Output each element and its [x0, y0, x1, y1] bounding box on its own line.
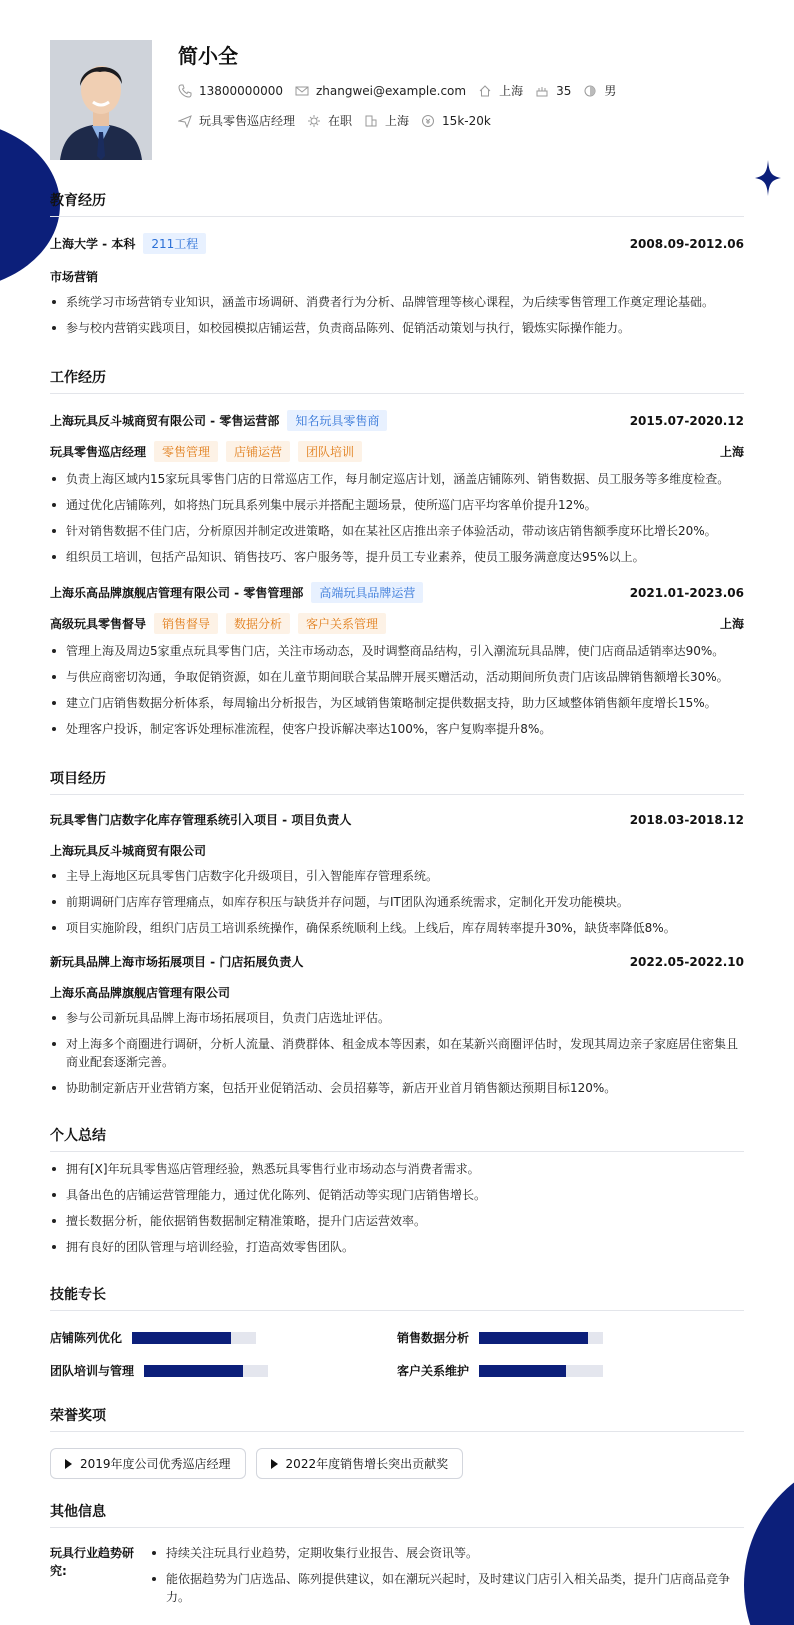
section-title: 项目经历 — [50, 768, 744, 795]
list-item: 系统学习市场营销专业知识，涵盖市场调研、消费者行为分析、品牌管理等核心课程，为后续零售管理工作奠定理论基础。 — [50, 293, 744, 311]
list-item: 能依据趋势为门店选品、陈列提供建议，如在潮玩兴起时，及时建议门店引入相关品类，提升门店商品竞争力。 — [150, 1570, 744, 1606]
avatar — [50, 40, 152, 160]
gender-text: 男 — [604, 84, 617, 98]
salary-text: 15k-20k — [442, 113, 491, 128]
list-item: 项目实施阶段，组织门店员工培训系统操作，确保系统顺利上线。上线后，库存周转率提升30%，缺货率降低8%。 — [50, 919, 744, 937]
company-tag: 知名玩具零售商 — [287, 410, 387, 431]
list-item: 持续关注玩具行业趋势，定期收集行业报告、展会资讯等。 — [150, 1544, 744, 1562]
skill-bar-fill — [479, 1365, 566, 1377]
school-tag: 211工程 — [143, 233, 206, 254]
summary-section — [50, 1125, 744, 1256]
section-title: 其他信息 — [50, 1501, 744, 1528]
project-name: 玩具零售门店数字化库存管理系统引入项目 - 项目负责人 — [50, 813, 352, 827]
section-title: 个人总结 — [50, 1125, 744, 1152]
award-label: 2022年度销售增长突出贡献奖 — [285, 1457, 449, 1471]
other-section — [50, 1501, 744, 1606]
list-item: 参与校内营销实践项目，如校园模拟店铺运营，负责商品陈列、促销活动策划与执行，锻炼实际操作能力。 — [50, 319, 744, 337]
job-date: 2015.07-2020.12 — [629, 413, 744, 428]
phone-icon — [178, 84, 192, 98]
project-entry — [50, 953, 744, 1097]
list-item: 管理上海及周边5家重点玩具零售门店，关注市场动态，及时调整商品结构，引入潮流玩具品牌，使门店商品适销率达90%。 — [50, 642, 744, 660]
list-item: 处理客户投诉，制定客诉处理标准流程，使客户投诉解决率达100%，客户复购率提升8%。 — [50, 720, 744, 738]
list-item: 拥有良好的团队管理与培训经验，打造高效零售团队。 — [50, 1238, 744, 1256]
status-icon — [307, 114, 321, 128]
job-city: 上海 — [719, 445, 744, 459]
skill-tag: 店铺运营 — [226, 441, 290, 462]
list-item: 具备出色的店铺运营管理能力，通过优化陈列、促销活动等实现门店销售增长。 — [50, 1186, 744, 1204]
email-text[interactable]: zhangwei@example.com — [315, 83, 467, 98]
skill-item — [397, 1329, 744, 1346]
project-org: 上海乐高品牌旗舰店管理有限公司 — [50, 986, 231, 1000]
project-date: 2022.05-2022.10 — [629, 954, 744, 969]
play-icon — [65, 1459, 72, 1469]
section-title: 荣誉奖项 — [50, 1405, 744, 1432]
list-item: 对上海多个商圈进行调研，分析人流量、消费群体、租金成本等因素，如在某新兴商圈评估时，发现其周边亲子家庭居住密集且商业配套逐渐完善。 — [50, 1035, 744, 1071]
list-item: 协助制定新店开业营销方案，包括开业促销活动、会员招募等，新店开业首月销售额达预期目标120%。 — [50, 1079, 744, 1097]
skill-tag: 零售管理 — [154, 441, 218, 462]
list-item: 拥有[X]年玩具零售巡店管理经验，熟悉玩具零售行业市场动态与消费者需求。 — [50, 1160, 744, 1178]
list-item: 与供应商密切沟通，争取促销资源，如在儿童节期间联合某品牌开展买赠活动，活动期间所负责门店该品牌销售额增长30%。 — [50, 668, 744, 686]
skill-bar-fill — [132, 1332, 231, 1344]
skill-item — [50, 1362, 397, 1379]
education-section — [50, 190, 744, 337]
skill-name: 店铺陈列优化 — [50, 1331, 123, 1345]
skill-tag: 客户关系管理 — [298, 613, 386, 634]
play-icon — [271, 1459, 278, 1469]
candidate-name: 简小全 — [178, 44, 238, 68]
building-icon — [364, 114, 378, 128]
education-bullets — [50, 293, 744, 337]
job-entry — [50, 410, 744, 566]
position-text: 玩具零售巡店经理 — [199, 114, 296, 128]
list-item: 建立门店销售数据分析体系，每周输出分析报告，为区域销售策略制定提供数据支持，助力区域整体销售额年度增长15%。 — [50, 694, 744, 712]
other-label: 玩具行业趋势研究: — [50, 1546, 135, 1578]
job-date: 2021.01-2023.06 — [629, 585, 744, 600]
phone-text[interactable]: 13800000000 — [199, 83, 283, 98]
skill-bar — [479, 1365, 603, 1377]
section-title: 教育经历 — [50, 190, 744, 217]
send-icon — [178, 114, 192, 128]
city-text: 上海 — [385, 114, 410, 128]
skill-tag: 团队培训 — [298, 441, 362, 462]
list-item: 负责上海区域内15家玩具零售门店的日常巡店工作，每月制定巡店计划，涵盖店铺陈列、销售数据、员工服务等多维度检查。 — [50, 470, 744, 488]
list-item: 前期调研门店库存管理痛点，如库存积压与缺货并存问题，与IT团队沟通系统需求，定制化开发功能模块。 — [50, 893, 744, 911]
skill-bar — [479, 1332, 603, 1344]
company-name: 上海乐高品牌旗舰店管理有限公司 - 零售管理部 — [50, 586, 304, 600]
skill-bar-fill — [479, 1332, 588, 1344]
project-entry — [50, 811, 744, 937]
projects-section — [50, 768, 744, 1097]
job-role: 高级玩具零售督导 — [50, 617, 147, 631]
skill-name: 销售数据分析 — [397, 1331, 470, 1345]
work-section — [50, 367, 744, 738]
school-name: 上海大学 - 本科 — [50, 237, 136, 251]
mail-icon — [295, 84, 309, 98]
job-entry — [50, 582, 744, 738]
salary-icon — [421, 114, 435, 128]
cake-icon — [535, 84, 549, 98]
skill-tag: 销售督导 — [154, 613, 218, 634]
skills-section — [50, 1284, 744, 1379]
awards-section — [50, 1405, 744, 1479]
list-item: 通过优化店铺陈列，如将热门玩具系列集中展示并搭配主题场景，使所巡门店平均客单价提升12%。 — [50, 496, 744, 514]
job-role: 玩具零售巡店经理 — [50, 445, 147, 459]
list-item: 主导上海地区玩具零售门店数字化升级项目，引入智能库存管理系统。 — [50, 867, 744, 885]
project-date: 2018.03-2018.12 — [629, 812, 744, 827]
award-label: 2019年度公司优秀巡店经理 — [80, 1457, 231, 1471]
list-item: 组织员工培训，包括产品知识、销售技巧、客户服务等，提升员工专业素养，使员工服务满意度达95%以上。 — [50, 548, 744, 566]
location-text: 上海 — [499, 84, 524, 98]
company-name: 上海玩具反斗城商贸有限公司 - 零售运营部 — [50, 414, 280, 428]
skill-name: 团队培训与管理 — [50, 1364, 135, 1378]
project-org: 上海玩具反斗城商贸有限公司 — [50, 844, 207, 858]
skill-item — [397, 1362, 744, 1379]
skill-bar — [132, 1332, 256, 1344]
status-text: 在职 — [328, 114, 353, 128]
home-icon — [478, 84, 492, 98]
project-name: 新玩具品牌上海市场拓展项目 - 门店拓展负责人 — [50, 955, 304, 969]
job-city: 上海 — [719, 617, 744, 631]
education-date: 2008.09-2012.06 — [629, 236, 744, 251]
gender-icon — [583, 84, 597, 98]
age-text: 35 — [556, 83, 572, 98]
list-item: 擅长数据分析，能依据销售数据制定精准策略，提升门店运营效率。 — [50, 1212, 744, 1230]
section-title: 工作经历 — [50, 367, 744, 394]
skill-tag: 数据分析 — [226, 613, 290, 634]
skill-bar — [144, 1365, 268, 1377]
list-item: 针对销售数据不佳门店，分析原因并制定改进策略，如在某社区店推出亲子体验活动，带动该店销售额季度环比增长20%。 — [50, 522, 744, 540]
skill-name: 客户关系维护 — [397, 1364, 470, 1378]
award-chip — [50, 1448, 246, 1479]
major-name: 市场营销 — [50, 270, 99, 284]
award-chip — [256, 1448, 464, 1479]
list-item: 参与公司新玩具品牌上海市场拓展项目，负责门店选址评估。 — [50, 1009, 744, 1027]
company-tag: 高端玩具品牌运营 — [311, 582, 423, 603]
section-title: 技能专长 — [50, 1284, 744, 1311]
skill-bar-fill — [144, 1365, 243, 1377]
profile-header — [50, 40, 744, 160]
skill-item — [50, 1329, 397, 1346]
